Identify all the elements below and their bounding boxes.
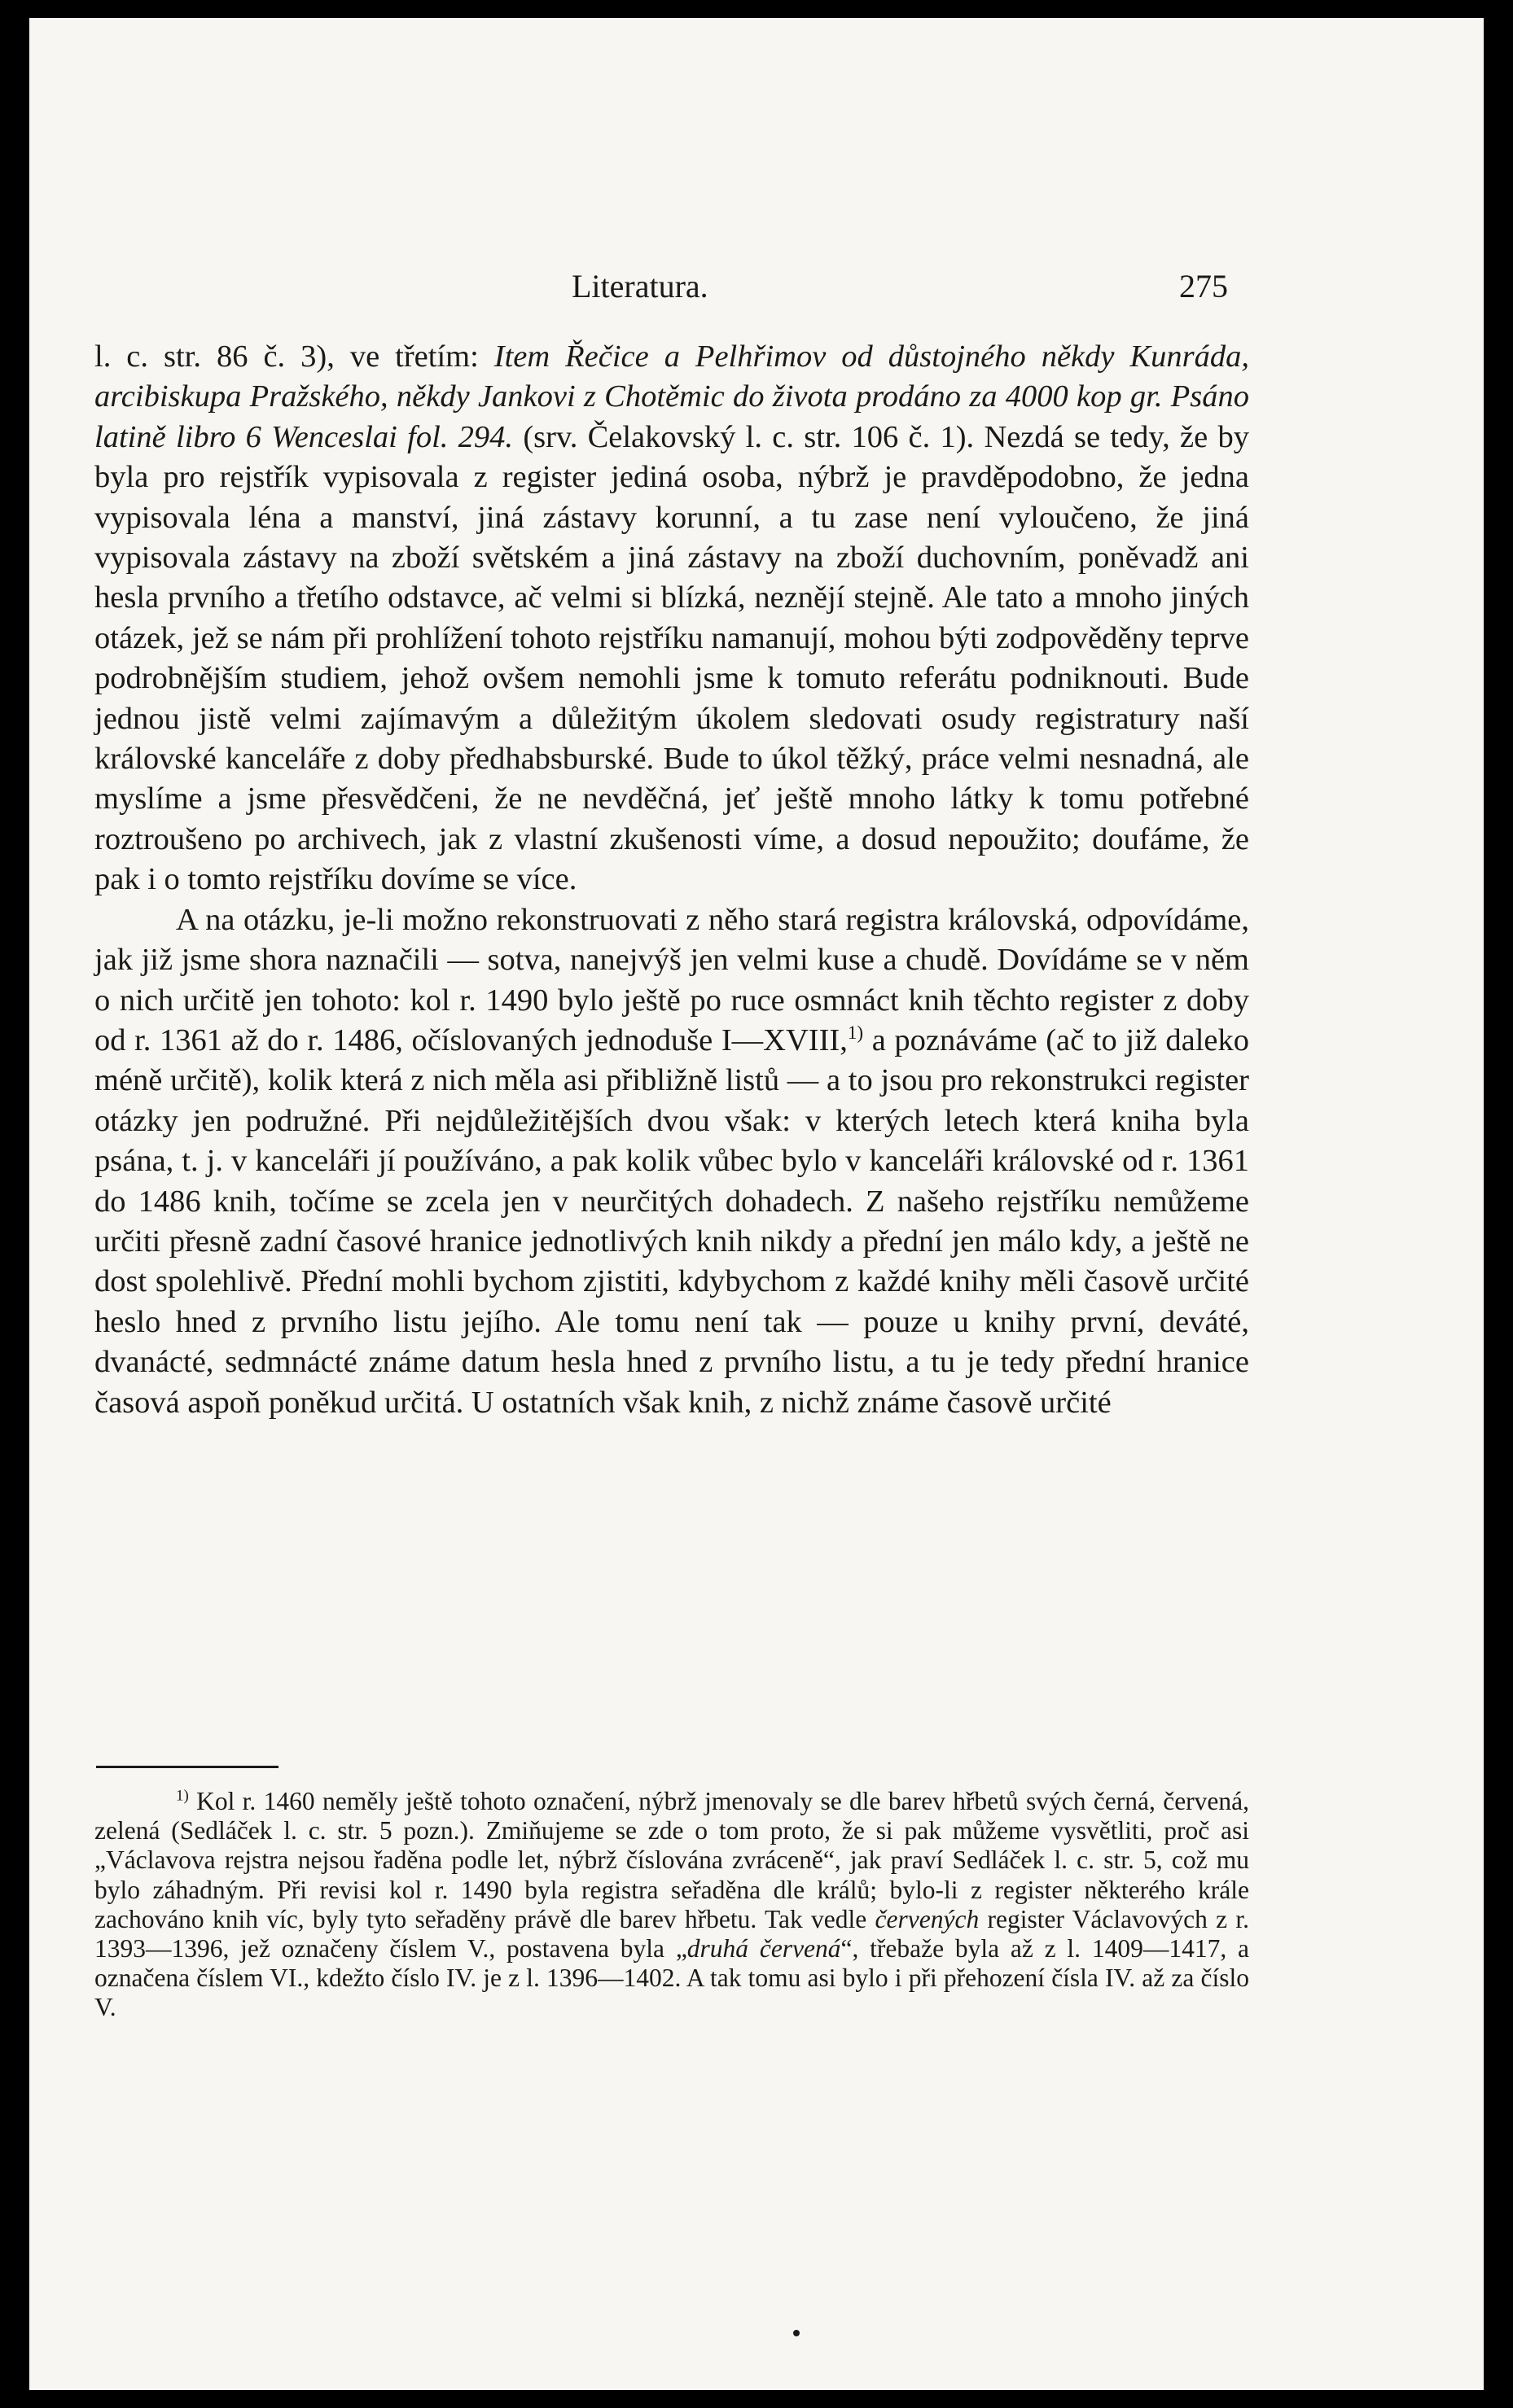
footnote-marker: 1) [176, 1787, 189, 1805]
footnotes [94, 1787, 1249, 2023]
paragraph-1-text-b: (srv. Čelakovský l. c. str. 106 č. 1). Nezdá se tedy, že by byla pro rejstřík vypisovala z register jediná osoba, nýbrž je pravděpodobno, že jedna vypisovala léna a manství, jiná zástavy korunní, a tu zase není vyloučeno, že jiná vypisovala zástavy na zboží světském a jiná zástavy na zboží duchovním, poněvadž ani hesla prvního a třetího odstavce, ač velmi si blízká, neznějí stejně. Ale tato a mnoho jiných otázek, jež se nám při prohlížení tohoto rejstříku namanují, mohou býti zodpověděny teprve podrobnějším studiem, jehož ovšem nemohli jsme k tomuto referátu podniknouti. Bude jednou jistě velmi zajímavým a důležitým úkolem sledovati osudy registratury naší královské kanceláře z doby předhabsburské. Bude to úkol těžký, práce velmi nesnadná, ale myslíme a jsme přesvědčeni, že ne nevděčná, jeť ještě mnoho látky k tomu potřebné roztroušeno po archivech, jak z vlastní zkušenosti víme, a dosud nepoužito; doufáme, že pak i o tomto rejstříku dovíme se více. [94, 419, 1249, 897]
paragraph-2 [94, 900, 1249, 1423]
ink-dot [793, 2330, 800, 2336]
footnote-italic-b: druhá červená [686, 1934, 841, 1964]
paragraph-1-italic-quote: Item Řečice a Pelhřimov od důstojného někdy Kunráda, arcibiskupa Pražského, někdy Jankovi z Chotěmic do života prodáno za 4000 kop gr. Psáno latině libro 6 Wenceslai fol. 294. [94, 339, 1249, 454]
footnote-1 [94, 1787, 1249, 2023]
footnote-italic-a: červených [875, 1904, 980, 1933]
scanned-page [29, 18, 1484, 2390]
paragraph-2-text-a: A na otázku, je-li možno rekonstruovati z něho stará registra královská, odpovídáme, jak již jsme shora naznačili — sotva, nanejvýš jen velmi kuse a chudě. Dovídáme se v něm o nich určitě jen tohoto: kol r. 1490 bylo ještě po ruce osmnáct knih těchto register z doby od r. 1361 až do r. 1486, očíslovaných jednoduše I—XVIII, [94, 902, 1249, 1057]
paragraph-1 [94, 337, 1249, 900]
footnote-reference: 1) [847, 1022, 864, 1044]
paragraph-2-text-b: a poznáváme (ač to již daleko méně určitě), kolik která z nich měla asi přibližně listů — a to jsou pro rekonstrukci register otázky jen podružné. Při nejdůležitějších dvou však: v kterých letech která kniha byla psána, t. j. v kanceláři jí používáno, a pak kolik vůbec bylo v kanceláři královské od r. 1361 do 1486 knih, točíme se zcela jen v neurčitých dohadech. Z našeho rejstříku nemůžeme určiti přesně zadní časové hranice jednotlivých knih nikdy a přední jen málo kdy, a ještě ne dost spolehlivě. Přední mohli bychom zjistiti, kdybychom z každé knihy měli časově určité heslo hned z prvního listu jejího. Ale tomu není tak — pouze u knihy první, deváté, dvanácté, sedmnácté známe datum hesla hned z prvního listu, a tu je tedy přední hranice časová aspoň poněkud určitá. U ostatních však knih, z nichž známe časově určité [94, 1022, 1249, 1420]
paragraph-1-text-a: l. c. str. 86 č. 3), ve třetím: [94, 339, 494, 374]
footnote-text-b: register Václavových z r. 1393—1396, jež označeny číslem V., postavena byla „ [94, 1904, 1250, 1964]
footnote-text-c: “, třebaže byla až z l. 1409—1417, a označena číslem VI., kdežto číslo IV. je z l. 1396—1402. A tak tomu asi bylo i při přehození čísla IV. až za číslo V. [94, 1934, 1249, 2022]
page-number: 275 [1179, 268, 1228, 304]
running-title: Literatura. [572, 268, 708, 304]
footnote-divider [96, 1766, 278, 1768]
running-head [29, 262, 1484, 311]
body-text [94, 337, 1249, 1423]
footnote-text-a: Kol r. 1460 neměly ještě tohoto označení, nýbrž jmenovaly se dle barev hřbetů svých černá, červená, zelená (Sedláček l. c. str. 5 pozn.). Zmiňujeme se zde o tom proto, že si pak můžeme vysvětliti, proč asi „Václavova rejstra nejsou řaděna podle let, nýbrž číslována zvráceně“, jak praví Sedláček l. c. str. 5, což mu bylo záhadným. Při revisi kol r. 1490 byla registra seřaděna dle králů; bylo-li z register některého krále zachováno knih víc, byly tyto seřaděny právě dle barev hřbetu. Tak vedle [94, 1787, 1249, 1933]
